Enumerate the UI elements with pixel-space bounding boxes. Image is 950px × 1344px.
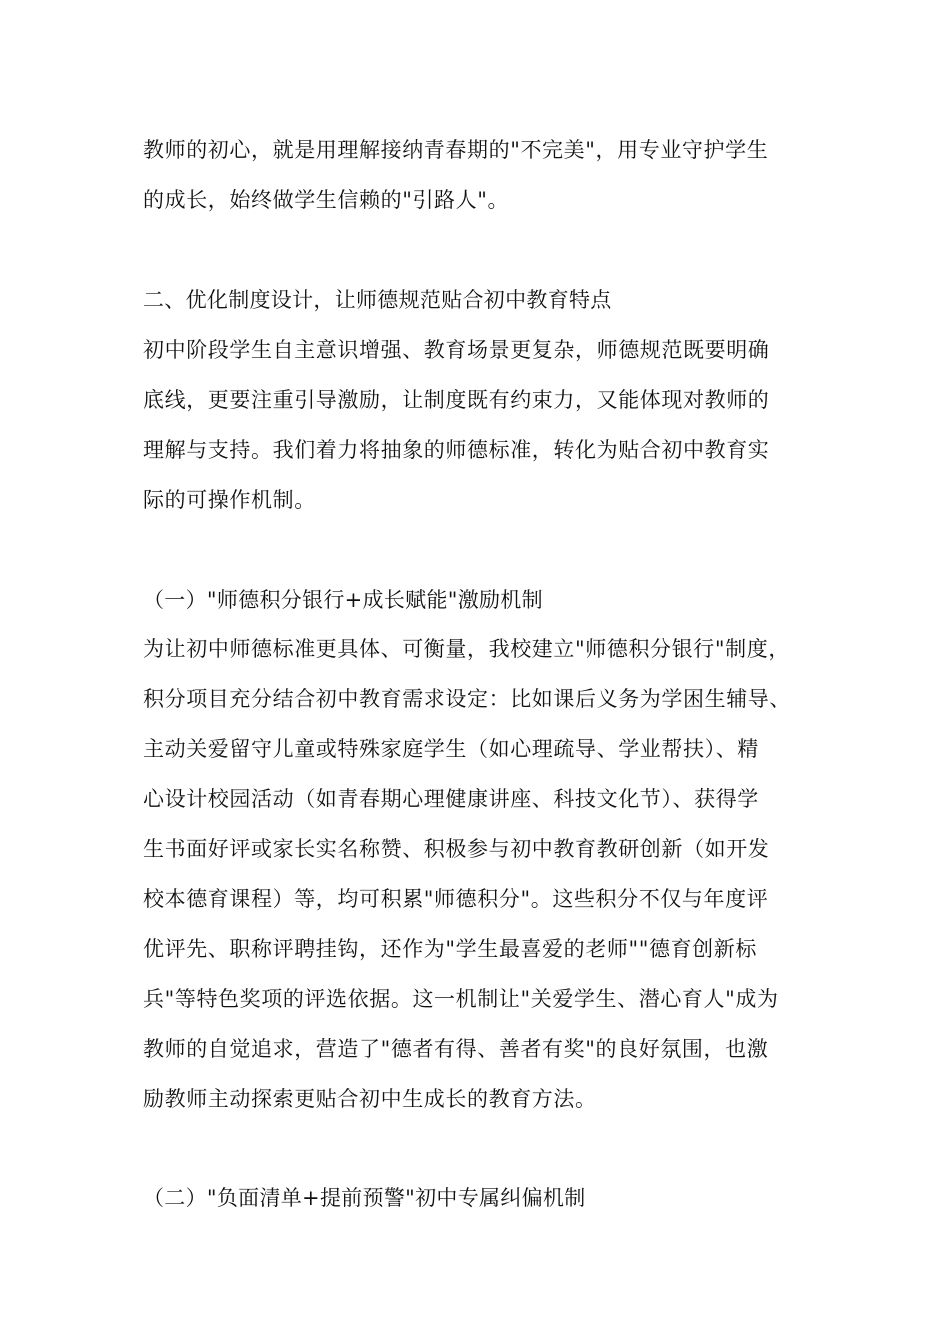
paragraph-line: 教师的初心，就是用理解接纳青春期的"不完美"，用专业守护学生 [143,138,769,162]
paragraph-line: 为让初中师德标准更具体、可衡量，我校建立"师德积分银行"制度， [143,637,790,661]
paragraph-line: 际的可操作机制。 [143,488,316,512]
paragraph-line: 励教师主动探索更贴合初中生成长的教育方法。 [143,1087,597,1111]
section-heading: 二、优化制度设计，让师德规范贴合初中教育特点 [143,288,612,312]
paragraph-line: 教师的自觉追求，营造了"德者有得、善者有奖"的良好氛围，也激 [143,1037,769,1061]
paragraph-line: 的成长，始终做学生信赖的"引路人"。 [143,188,510,212]
subsection-heading: （一）"师德积分银行+成长赋能"激励机制 [143,588,543,612]
paragraph-line: 积分项目充分结合初中教育需求设定：比如课后义务为学困生辅导、 [143,687,791,711]
paragraph-line: 心设计校园活动（如青春期心理健康讲座、科技文化节）、获得学 [143,787,759,811]
paragraph-line: 初中阶段学生自主意识增强、教育场景更复杂，师德规范既要明确 [143,338,770,362]
subsection-heading: （二）"负面清单+提前预警"初中专属纠偏机制 [143,1186,586,1210]
paragraph-line: 理解与支持。我们着力将抽象的师德标准，转化为贴合初中教育实 [143,438,770,462]
paragraph-line: 主动关爱留守儿童或特殊家庭学生（如心理疏导、学业帮扶）、精 [143,737,759,761]
paragraph-line: 优评先、职称评聘挂钩，还作为"学生最喜爱的老师""德育创新标 [143,937,757,961]
paragraph-line: 生书面好评或家长实名称赞、积极参与初中教育教研创新（如开发 [143,837,770,861]
paragraph-line: 底线，更要注重引导激励，让制度既有约束力，又能体现对教师的 [143,388,770,412]
paragraph-line: 兵"等特色奖项的评选依据。这一机制让"关爱学生、潜心育人"成为 [143,987,779,1011]
paragraph-line: 校本德育课程）等，均可积累"师德积分"。这些积分不仅与年度评 [143,887,769,911]
